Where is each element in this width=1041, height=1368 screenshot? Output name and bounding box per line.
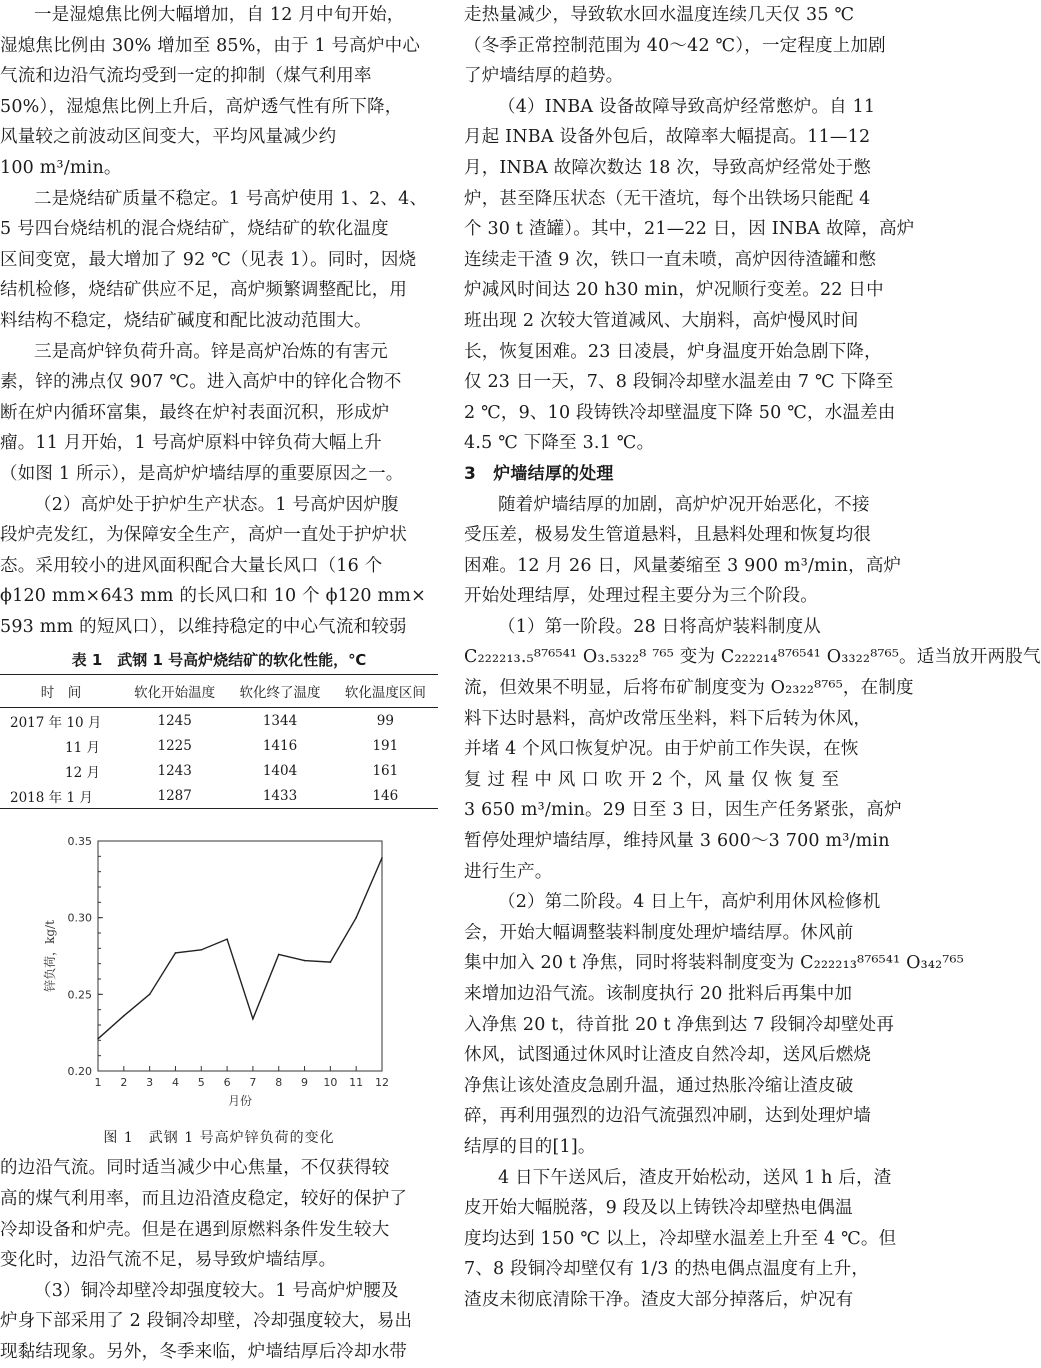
data-point	[123, 1015, 125, 1017]
x-tick-label: 5	[197, 1076, 205, 1090]
table-cell: 1344	[262, 712, 298, 729]
text-line: （3）铜冷却壁冷却强度较大。1 号高炉炉腰及	[34, 1280, 399, 1301]
figure-1-caption: 图 1 武钢 1 号高炉锌负荷的变化	[103, 1130, 335, 1147]
text-line: 结厚的目的[1]。	[464, 1136, 596, 1157]
text-line: （冬季正常控制范围为 40～42 ℃），一定程度上加剧	[464, 35, 886, 56]
text-line: 碎，再利用强烈的边沿气流强烈冲刷，达到处理炉墙	[464, 1106, 872, 1127]
text-line: 2 ℃，9、10 段铸铁冷却壁温度下降 50 ℃，水温差由	[464, 402, 896, 423]
text-line: 二是烧结矿质量不稳定。1 号高炉使用 1、2、4、	[34, 188, 428, 209]
text-line: 开始处理结厚，处理过程主要分为三个阶段。	[464, 586, 818, 607]
text-line: 50%），湿熄焦比例上升后，高炉透气性有所下降，	[0, 96, 403, 117]
y-tick-label: 0.20	[67, 1065, 92, 1079]
text-line: 随着炉墙结厚的加剧，高炉炉况开始恶化，不接	[498, 494, 870, 515]
table-header-row	[0, 675, 438, 708]
y-tick-label: 0.25	[67, 988, 92, 1002]
text-line: 炉减风时间达 20 h30 min，炉况顺行变差。22 日中	[464, 280, 884, 301]
text-line: 冷却设备和炉壳。但是在遇到原燃料条件发生较大	[0, 1219, 390, 1240]
text-line: 4 日下午送风后，渣皮开始松动，送风 1 h 后，渣	[498, 1167, 892, 1188]
table-cell: 99	[376, 712, 394, 729]
text-line: 月起 INBA 设备外包后，故障率大幅提高。11—12	[464, 127, 871, 148]
text-line: 仅 23 日一天，7、8 段铜冷却壁水温差由 7 ℃ 下降至	[464, 372, 894, 393]
text-line: 连续走干渣 9 次，铁口一直未喷，高炉因待渣罐和憋	[464, 249, 877, 270]
text-line: 净焦让该处渣皮急剧升温，通过热胀冷缩让渣皮破	[464, 1075, 854, 1096]
text-line: 度均达到 150 ℃ 以上，冷却壁水温差上升至 4 ℃。但	[464, 1228, 897, 1249]
text-line: 个 30 t 渣罐）。其中，21—22 日，因 INBA 故障，高炉	[464, 219, 915, 240]
text-line: 4.5 ℃ 下降至 3.1 ℃。	[464, 433, 655, 454]
table-cell: 1433	[262, 787, 298, 804]
x-tick-label: 8	[275, 1076, 283, 1090]
table-row	[0, 758, 438, 783]
text-line: 来增加边沿气流。该制度执行 20 批料后再集中加	[464, 984, 853, 1004]
text-line: 休风，试图通过休风时让渣皮自然冷却，送风后燃烧	[464, 1045, 872, 1066]
x-tick-label: 2	[120, 1076, 128, 1090]
text-line: 进行生产。	[464, 861, 553, 882]
text-line: 三是高炉锌负荷升高。锌是高炉冶炼的有害元	[34, 341, 388, 362]
text-line: C₂₂₂₂₁₃.₅⁸⁷⁶⁵⁴¹ O₃.₅₃₂₂⁸ ⁷⁶⁵ 变为 C₂₂₂₂₁₄⁸⁷⁶⁵⁴¹ O₃₃₂₂⁸⁷⁶⁵。适当放开两股气	[464, 647, 1041, 668]
text-line: 渣皮未彻底清除干净。渣皮大部分掉落后，炉况有	[464, 1289, 854, 1310]
data-point	[278, 954, 280, 956]
text-line: 暂停处理炉墙结厚，维持风量 3 600～3 700 m³/min	[464, 831, 890, 852]
table-cell: 11 月	[65, 739, 100, 756]
table-cell: 191	[372, 737, 399, 754]
x-tick-label: 9	[301, 1076, 309, 1090]
table-header-soft-range: 软化温度区间	[344, 685, 426, 702]
table-cell: 161	[372, 762, 399, 779]
table-header-time: 时 间	[40, 685, 82, 702]
table-header-soft-end: 软化终了温度	[239, 685, 321, 702]
table-cell: 1245	[157, 712, 192, 729]
text-line: 月，INBA 故障次数达 18 次，导致高炉经常处于憋	[464, 157, 872, 178]
x-tick-label: 10	[323, 1076, 338, 1090]
text-line: 了炉墙结厚的趋势。	[464, 66, 624, 87]
left-column	[0, 0, 438, 1368]
table-row	[0, 708, 438, 734]
x-tick-label: 4	[171, 1076, 179, 1090]
right-text	[464, 0, 1041, 1316]
table-cell: 1243	[157, 762, 192, 779]
text-line: 料下达时悬料，高炉改常压坐料，料下后转为休风，	[464, 708, 872, 729]
text-line: （1）第一阶段。28 日将高炉装料制度从	[498, 616, 821, 637]
table-row	[0, 783, 438, 809]
text-line: 走热量减少，导致软水回水温度连续几天仅 35 ℃	[464, 5, 855, 25]
left-text-bottom	[0, 1153, 438, 1367]
text-line: 100 m³/min。	[0, 157, 122, 178]
data-point	[97, 1038, 99, 1040]
y-tick-label: 0.35	[67, 835, 92, 849]
text-line: ϕ120 mm×643 mm 的长风口和 10 个 ϕ120 mm×	[0, 586, 426, 607]
table-row	[0, 733, 438, 758]
data-point	[355, 917, 357, 919]
left-text-top	[0, 0, 438, 642]
text-line: 态。采用较小的进风面积配合大量长风口（16 个	[0, 555, 383, 576]
text-line: 受压差，极易发生管道悬料，且悬料处理和恢复均很	[464, 525, 872, 546]
text-line: 气流和边沿气流均受到一定的抑制（煤气利用率	[0, 66, 372, 87]
text-line: 炉身下部采用了 2 段铜冷却壁，冷却强度较大，易出	[0, 1311, 413, 1332]
text-line: （2）第二阶段。4 日上午，高炉利用休风检修机	[498, 892, 881, 913]
text-line: 现黏结现象。另外，冬季来临，炉墙结厚后冷却水带	[0, 1342, 408, 1363]
data-point	[304, 960, 306, 962]
text-line: 7、8 段铜冷却壁仅有 1/3 的热电偶点温度有上升，	[464, 1259, 870, 1280]
text-line: 复 过 程 中 风 口 吹 开 2 个，风 量 仅 恢 复 至	[464, 769, 840, 790]
data-point	[330, 962, 332, 964]
text-line: （2）高炉处于护炉生产状态。1 号高炉因炉腹	[34, 494, 399, 515]
text-line: 段炉壳发红，为保障安全生产，高炉一直处于护炉状	[0, 525, 408, 546]
x-tick-label: 7	[249, 1076, 257, 1090]
text-line: 班出现 2 次较大管道减风、大崩料，高炉慢风时间	[464, 310, 859, 331]
table-1-title: 表 1 武钢 1 号高炉烧结矿的软化性能，℃	[71, 651, 367, 670]
text-line: 区间变宽，最大增加了 92 ℃（见表 1）。同时，因烧	[0, 249, 417, 270]
text-line: 3 650 m³/min。29 日至 3 日，因生产任务紧张，高炉	[464, 800, 902, 821]
table-1	[0, 674, 438, 809]
text-line: 会，开始大幅调整装料制度处理炉墙结厚。休风前	[464, 922, 854, 943]
text-line: 并堵 4 个风口恢复炉况。由于炉前工作失误，在恢	[464, 739, 859, 760]
text-line: 瘤。11 月开始，1 号高炉原料中锌负荷大幅上升	[0, 433, 382, 454]
text-line: 断在炉内循环富集，最终在炉衬表面沉积，形成炉	[0, 402, 390, 423]
y-axis-label: 锌负荷，kg/t	[43, 920, 57, 993]
table-cell: 1225	[157, 737, 192, 754]
text-line: 困难。12 月 26 日，风量萎缩至 3 900 m³/min，高炉	[464, 555, 902, 576]
text-line: 结机检修，烧结矿供应不足，高炉频繁调整配比，用	[0, 280, 408, 301]
text-line: （如图 1 所示），是高炉炉墙结厚的重要原因之一。	[0, 463, 404, 484]
plot-frame	[98, 841, 382, 1071]
data-point	[200, 950, 202, 952]
text-line: 风量较之前波动区间变大，平均风量减少约	[0, 127, 337, 148]
zinc-load-chart	[0, 821, 438, 1123]
x-tick-label: 1	[94, 1076, 102, 1090]
x-axis-label: 月份	[227, 1094, 253, 1109]
text-line: 流，但效果不明显，后将布矿制度变为 O₂₃₂₂⁸⁷⁶⁵，在制度	[464, 678, 914, 699]
text-line: 入净焦 20 t，待首批 20 t 净焦到达 7 段铜冷却壁处再	[464, 1014, 895, 1035]
text-line: 湿熄焦比例由 30% 增加至 85%，由于 1 号高炉中心	[0, 35, 421, 56]
x-tick-label: 6	[223, 1076, 231, 1090]
text-line: 料结构不稳定，烧结矿碱度和配比波动范围大。	[0, 310, 372, 331]
figure-1	[0, 821, 438, 1123]
data-point	[149, 994, 151, 996]
table-cell: 1416	[262, 737, 298, 754]
text-line: 长，恢复困难。23 日凌晨，炉身温度开始急剧下降，	[464, 341, 882, 362]
text-line: 素，锌的沸点仅 907 ℃。进入高炉中的锌化合物不	[0, 372, 402, 393]
data-point	[381, 858, 383, 860]
x-tick-label: 11	[349, 1076, 364, 1090]
x-tick-label: 3	[146, 1076, 154, 1090]
table-cell: 12 月	[65, 764, 100, 781]
data-point	[226, 939, 228, 941]
text-line: 皮开始大幅脱落，9 段及以上铸铁冷却壁热电偶温	[464, 1198, 853, 1219]
data-point	[252, 1019, 254, 1021]
text-line: 5 号四台烧结机的混合烧结矿，烧结矿的软化温度	[0, 219, 389, 240]
text-line: 炉，甚至降压状态（无干渣坑，每个出铁场只能配 4	[464, 188, 871, 209]
table-cell: 2018 年 1 月	[10, 789, 93, 806]
right-column	[464, 0, 1041, 1316]
text-line: 一是湿熄焦比例大幅增加，自 12 月中旬开始，	[34, 5, 405, 25]
section-heading: 3 炉墙结厚的处理	[464, 463, 614, 484]
text-line: 变化时，边沿气流不足，易导致炉墙结厚。	[0, 1250, 337, 1271]
text-line: 高的煤气利用率，而且边沿渣皮稳定，较好的保护了	[0, 1189, 408, 1210]
data-point	[175, 953, 177, 955]
table-cell: 2017 年 10 月	[10, 714, 102, 731]
table-cell: 1404	[262, 762, 298, 779]
text-line: 的边沿气流。同时适当减少中心焦量，不仅获得较	[0, 1158, 390, 1179]
y-tick-label: 0.30	[67, 912, 92, 926]
text-line: （4）INBA 设备故障导致高炉经常憋炉。自 11	[498, 96, 876, 117]
zinc-load-series-line	[98, 858, 382, 1039]
table-cell: 1287	[157, 787, 192, 804]
text-line: 593 mm 的短风口），以维持稳定的中心气流和较弱	[0, 616, 407, 637]
text-line: 集中加入 20 t 净焦，同时将装料制度变为 C₂₂₂₂₁₃⁸⁷⁶⁵⁴¹ O₃₄₂⁷⁶⁵	[464, 953, 964, 974]
table-header-soft-start: 软化开始温度	[134, 685, 216, 702]
table-cell: 146	[372, 787, 399, 804]
x-tick-label: 12	[375, 1076, 389, 1090]
